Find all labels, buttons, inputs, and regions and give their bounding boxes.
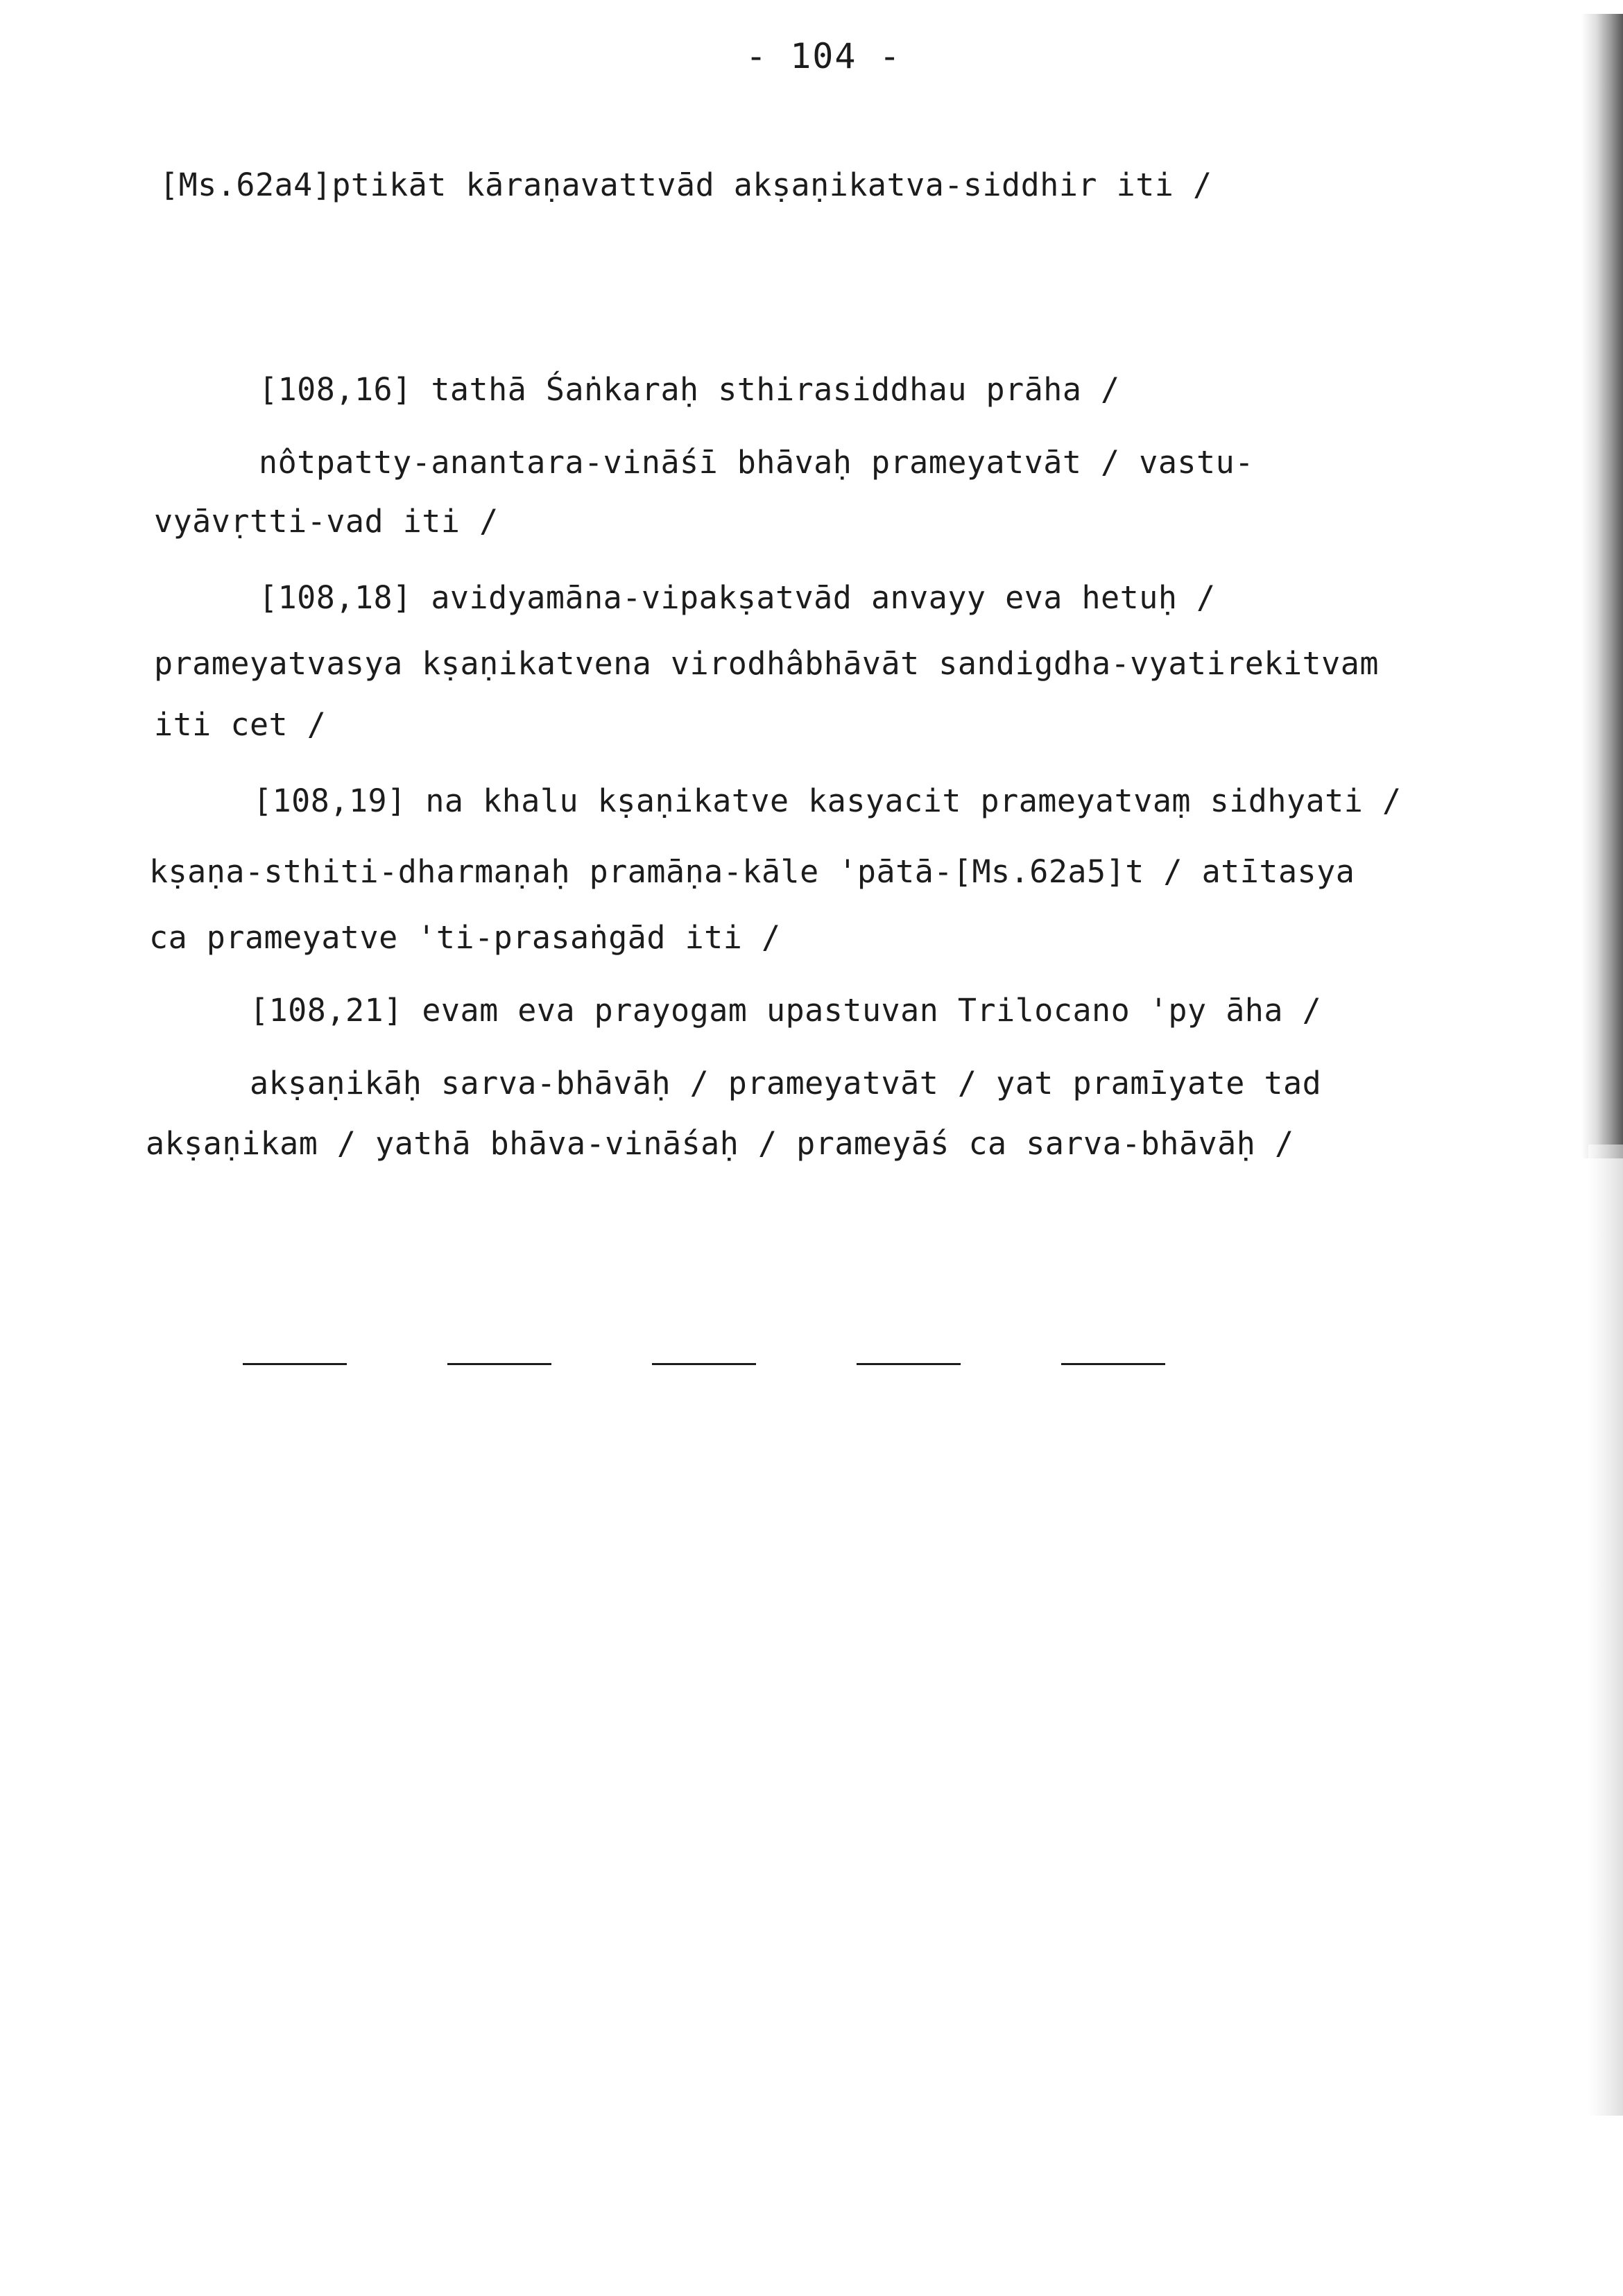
text-line-13: akṣaṇikam / yathā bhāva-vināśaḥ / prameyāś ca sarva-bhāvāḥ / xyxy=(146,1125,1294,1162)
text-line-3: nôtpatty-anantara-vināśī bhāvaḥ prameyatvāt / vastu- xyxy=(259,444,1254,481)
text-line-8: [108,19] na khalu kṣaṇikatve kasyacit prameyatvaṃ sidhyati / xyxy=(253,782,1402,819)
text-line-7: iti cet / xyxy=(154,706,327,743)
text-line-5: [108,18] avidyamāna-vipakṣatvād anvayy eva hetuḥ / xyxy=(259,579,1216,616)
text-line-11: [108,21] evam eva prayogam upastuvan Trilocano 'py āha / xyxy=(250,992,1322,1029)
scan-shadow-edge xyxy=(1581,14,1623,1158)
separator-dash-2 xyxy=(447,1363,551,1365)
text-line-10: ca prameyatve 'ti-prasaṅgād iti / xyxy=(149,919,781,956)
text-line-6: prameyatvasya kṣaṇikatvena virodhâbhāvāt sandigdha-vyatirekitvam xyxy=(154,645,1379,682)
text-line-1: [Ms.62a4]ptikāt kāraṇavattvād akṣaṇikatva-siddhir iti / xyxy=(160,166,1212,203)
separator-dash-1 xyxy=(243,1363,347,1365)
page-number: - 104 - xyxy=(746,36,902,76)
text-line-12: akṣaṇikāḥ sarva-bhāvāḥ / prameyatvāt / yat pramīyate tad xyxy=(250,1065,1322,1102)
separator-dash-5 xyxy=(1061,1363,1165,1365)
scan-shadow-edge-lower xyxy=(1588,1145,1623,2116)
separator-dash-3 xyxy=(652,1363,756,1365)
text-line-9: kṣaṇa-sthiti-dharmaṇaḥ pramāṇa-kāle 'pātā-[Ms.62a5]t / atītasya xyxy=(149,853,1355,890)
separator-dash-4 xyxy=(857,1363,961,1365)
text-line-2: [108,16] tathā Śaṅkaraḥ sthirasiddhau prāha / xyxy=(259,371,1120,408)
text-line-4: vyāvṛtti-vad iti / xyxy=(154,503,499,540)
